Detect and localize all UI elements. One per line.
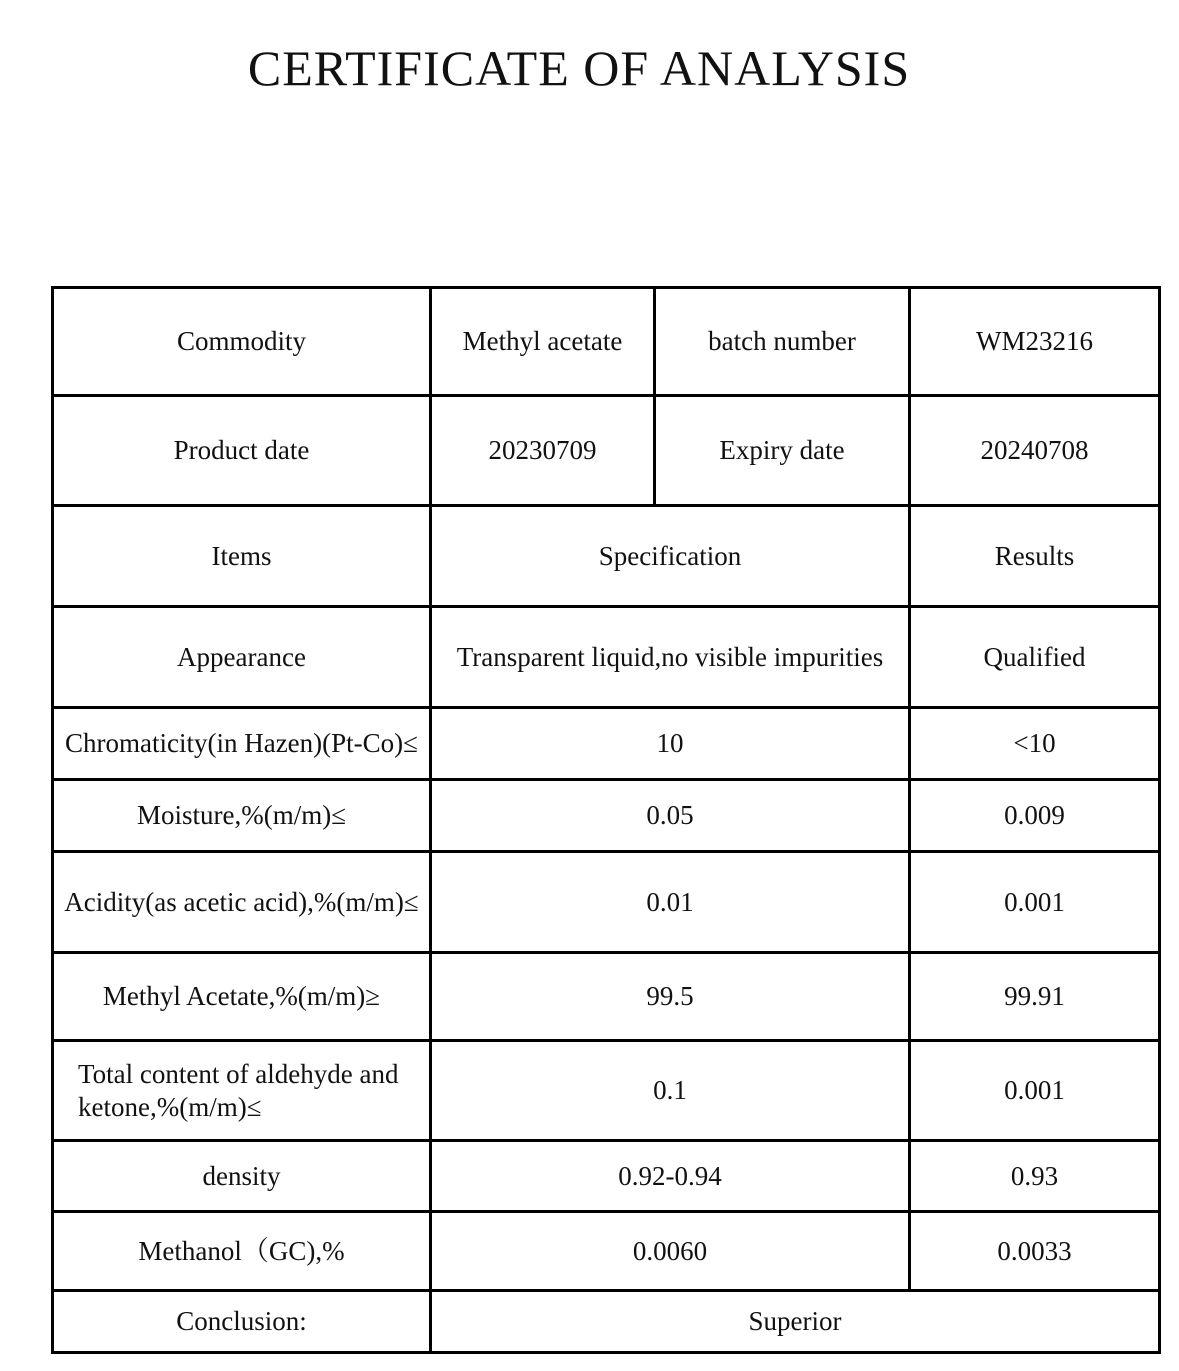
table-row	[53, 780, 1160, 852]
result-cell: 0.0033	[910, 1212, 1160, 1291]
expiry-date-value: 20240708	[910, 396, 1160, 506]
item-cell: Chromaticity(in Hazen)(Pt-Co)≤	[53, 708, 431, 780]
commodity-row	[53, 288, 1160, 396]
result-cell: <10	[910, 708, 1160, 780]
analysis-table	[51, 286, 1161, 1354]
item-cell: Acidity(as acetic acid),%(m/m)≤	[53, 852, 431, 953]
conclusion-value: Superior	[431, 1291, 1160, 1353]
result-cell: 0.93	[910, 1141, 1160, 1212]
specification-cell: 99.5	[431, 953, 910, 1041]
item-cell: Methanol（GC),%	[53, 1212, 431, 1291]
table-row	[53, 953, 1160, 1041]
item-cell: Moisture,%(m/m)≤	[53, 780, 431, 852]
document-title: CERTIFICATE OF ANALYSIS	[247, 40, 911, 96]
result-cell: 0.009	[910, 780, 1160, 852]
result-cell: 0.001	[910, 1041, 1160, 1141]
items-header: Items	[53, 506, 431, 607]
specification-cell: 0.01	[431, 852, 910, 953]
result-cell: Qualified	[910, 607, 1160, 708]
table-row	[53, 1041, 1160, 1141]
item-cell: Total content of aldehyde and ketone,%(m/m)≤	[53, 1041, 431, 1141]
result-cell: 0.001	[910, 852, 1160, 953]
conclusion-row	[53, 1291, 1160, 1353]
column-header-row	[53, 506, 1160, 607]
result-cell: 99.91	[910, 953, 1160, 1041]
specification-cell: 0.05	[431, 780, 910, 852]
commodity-label: Commodity	[53, 288, 431, 396]
expiry-date-label: Expiry date	[655, 396, 910, 506]
table-row	[53, 1212, 1160, 1291]
item-cell: Appearance	[53, 607, 431, 708]
table-row	[53, 852, 1160, 953]
conclusion-label: Conclusion:	[53, 1291, 431, 1353]
item-cell: Methyl Acetate,%(m/m)≥	[53, 953, 431, 1041]
commodity-value: Methyl acetate	[431, 288, 655, 396]
batch-number-value: WM23216	[910, 288, 1160, 396]
table-row	[53, 607, 1160, 708]
specification-cell: 0.92-0.94	[431, 1141, 910, 1212]
item-cell: density	[53, 1141, 431, 1212]
date-row	[53, 396, 1160, 506]
specification-cell: Transparent liquid,no visible impurities	[431, 607, 910, 708]
specification-header: Specification	[431, 506, 910, 607]
table-row	[53, 1141, 1160, 1212]
specification-cell: 10	[431, 708, 910, 780]
results-header: Results	[910, 506, 1160, 607]
specification-cell: 0.1	[431, 1041, 910, 1141]
table-row	[53, 708, 1160, 780]
product-date-value: 20230709	[431, 396, 655, 506]
specification-cell: 0.0060	[431, 1212, 910, 1291]
product-date-label: Product date	[53, 396, 431, 506]
batch-number-label: batch number	[655, 288, 910, 396]
